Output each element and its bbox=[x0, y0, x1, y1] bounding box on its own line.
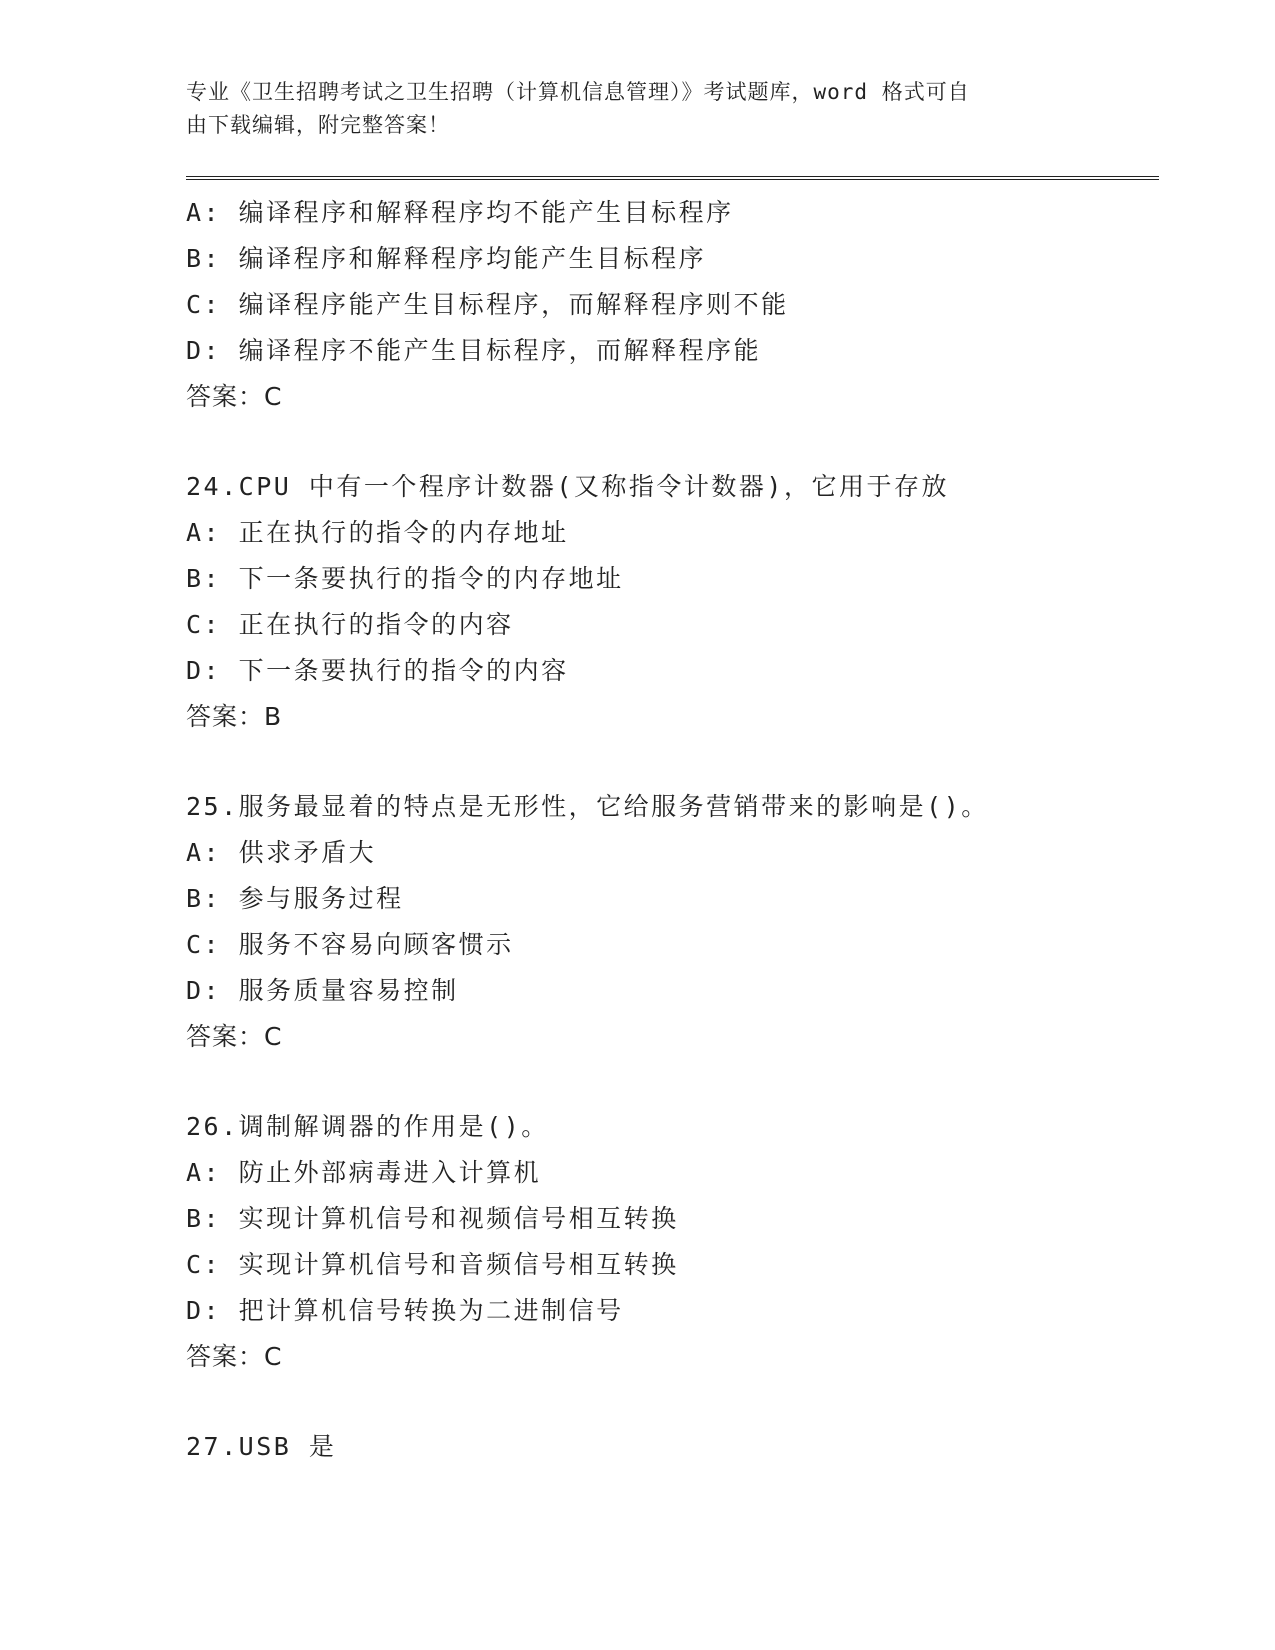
question-text: 25.服务最显着的特点是无形性，它给服务营销带来的影响是()。 bbox=[186, 792, 989, 821]
option-a: A: 供求矛盾大 bbox=[186, 838, 377, 867]
option-c: C: 正在执行的指令的内容 bbox=[186, 610, 514, 639]
option-b: B: 实现计算机信号和视频信号相互转换 bbox=[186, 1204, 679, 1233]
answer-line: 答案：C bbox=[186, 1342, 283, 1371]
question-26-block bbox=[186, 1104, 1166, 1380]
header-line-1: 专业《卫生招聘考试之卫生招聘（计算机信息管理）》考试题库，word 格式可自 bbox=[186, 80, 970, 104]
answer-line: 答案：C bbox=[186, 382, 283, 411]
option-d: D: 下一条要执行的指令的内容 bbox=[186, 656, 569, 685]
question-list bbox=[186, 190, 1166, 1470]
question-25-block bbox=[186, 784, 1166, 1060]
question-23-block bbox=[186, 190, 1166, 420]
option-c: C: 编译程序能产生目标程序，而解释程序则不能 bbox=[186, 290, 789, 319]
option-b: B: 参与服务过程 bbox=[186, 884, 404, 913]
question-text: 24.CPU 中有一个程序计数器(又称指令计数器)，它用于存放 bbox=[186, 472, 949, 501]
option-d: D: 服务质量容易控制 bbox=[186, 976, 459, 1005]
option-c: C: 实现计算机信号和音频信号相互转换 bbox=[186, 1250, 679, 1279]
answer-line: 答案：C bbox=[186, 1022, 283, 1051]
question-24-block bbox=[186, 464, 1166, 740]
option-a: A: 防止外部病毒进入计算机 bbox=[186, 1158, 542, 1187]
option-c: C: 服务不容易向顾客惯示 bbox=[186, 930, 514, 959]
option-d: D: 把计算机信号转换为二进制信号 bbox=[186, 1296, 624, 1325]
option-b: B: 编译程序和解释程序均能产生目标程序 bbox=[186, 244, 707, 273]
header-divider bbox=[186, 176, 1159, 180]
option-a: A: 正在执行的指令的内存地址 bbox=[186, 518, 569, 547]
header-line-2: 由下载编辑，附完整答案！ bbox=[186, 113, 450, 137]
document-header bbox=[186, 76, 1086, 142]
option-d: D: 编译程序不能产生目标程序，而解释程序能 bbox=[186, 336, 762, 365]
answer-line: 答案：B bbox=[186, 702, 283, 731]
question-text: 26.调制解调器的作用是()。 bbox=[186, 1112, 549, 1141]
question-text: 27.USB 是 bbox=[186, 1432, 337, 1461]
option-a: A: 编译程序和解释程序均不能产生目标程序 bbox=[186, 198, 734, 227]
option-b: B: 下一条要执行的指令的内存地址 bbox=[186, 564, 624, 593]
question-27-block bbox=[186, 1424, 1166, 1470]
